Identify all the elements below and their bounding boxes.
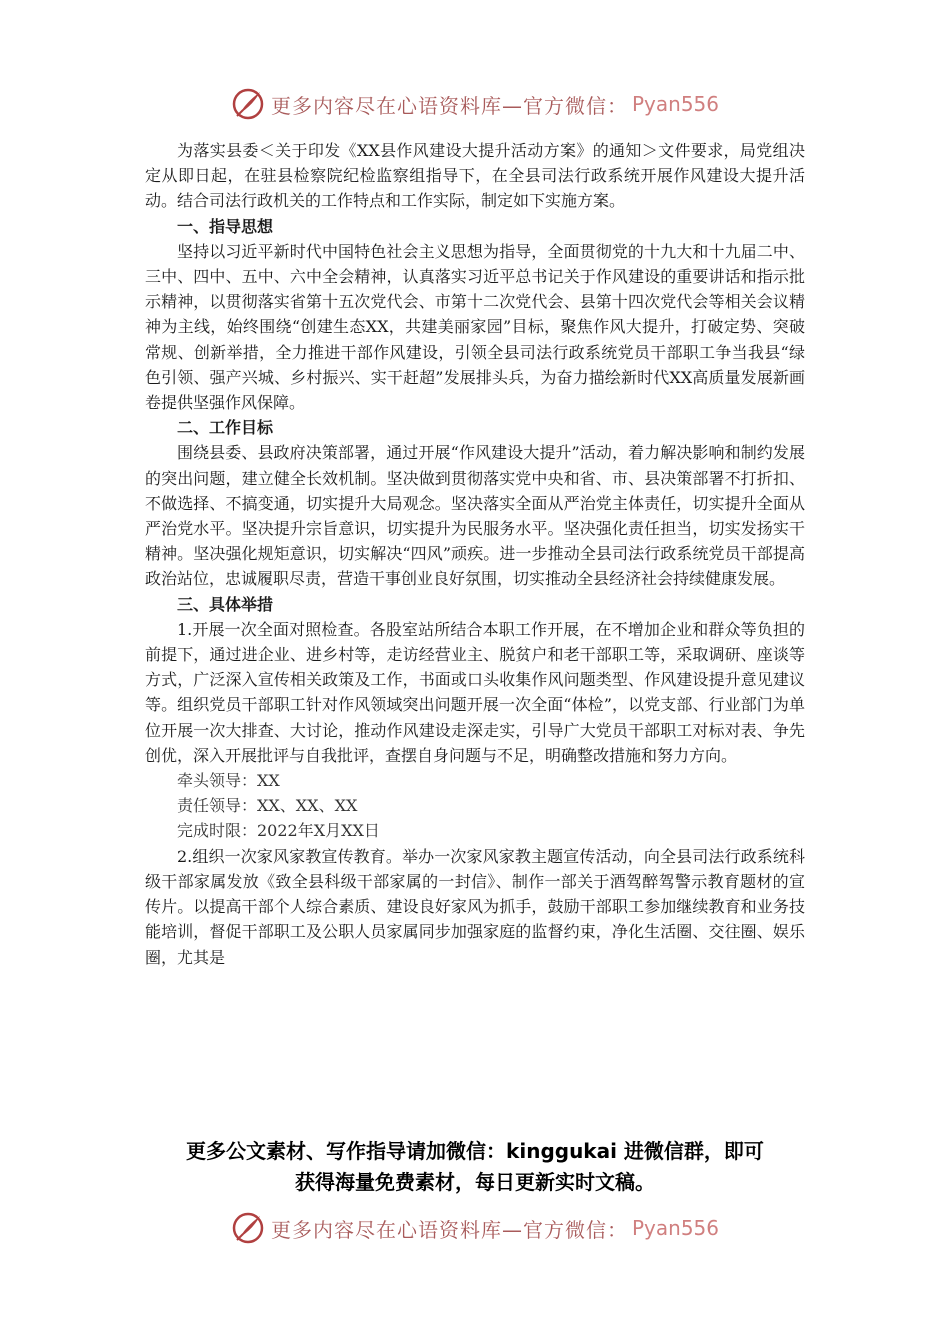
promo-notice — [120, 1136, 830, 1198]
quill-logo-icon — [231, 87, 265, 121]
banner-contact: Pyan556 — [631, 1216, 719, 1240]
banner-text: 更多内容尽在心语资料库—官方微信： — [270, 93, 628, 118]
deadline: 完成时限：2022年X月XX日 — [177, 821, 380, 841]
section-heading-2: 二、工作目标 — [177, 418, 274, 438]
paragraph-guiding-ideology: 坚持以习近平新时代中国特色社会主义思想为指导，全面贯彻党的十九大和十九届二中、三中、四中、五中、六中全会精神，认真落实习近平总书记关于作风建设的重要讲话和指示批示精神，以贯彻落实省第十五次党代会、市第十二次党代会、县第十四次党代会等相关会议精神为主线，始终围绕“创建生态XX，共建美丽家园”目标，聚焦作风大提升，打破定势、突破常规、创新举措，全力推进干部作风建设，引领全县司法行政系统党员干部职工争当我县“绿色引领、强产兴城、乡村振兴、实干赶超”发展排头兵，为奋力描绘新时代XX高质量发展新画卷提供坚强作风保障。 — [145, 241, 805, 413]
document-body — [145, 138, 805, 970]
footer-banner — [0, 1208, 950, 1248]
lead-leader: 牵头领导：XX — [177, 771, 280, 791]
header-banner — [0, 84, 950, 124]
section-heading-3: 三、具体举措 — [177, 594, 274, 614]
intro-paragraph: 为落实县委＜关于印发《XX县作风建设大提升活动方案》的通知＞文件要求，局党组决定从即日起，在驻县检察院纪检监察组指导下，在全县司法行政系统开展作风建设大提升活动。结合司法行政机关的工作特点和工作实际，制定如下实施方案。 — [145, 141, 805, 211]
paragraph-work-goals: 围绕县委、县政府决策部署，通过开展“作风建设大提升”活动，着力解决影响和制约发展的突出问题，建立健全长效机制。坚决做到贯彻落实党中央和省、市、县决策部署不打折扣、不做选择、不搞变通，切实提升大局观念。坚决落实全面从严治党主体责任，切实提升全面从严治党水平。坚决提升宗旨意识，切实提升为民服务水平。坚决强化责任担当，切实发扬实干精神。坚决强化规矩意识，切实解决“四风”顽疾。进一步推动全县司法行政系统党员干部提高政治站位，忠诚履职尽责，营造干事创业良好氛围，切实推动全县经济社会持续健康发展。 — [145, 443, 805, 589]
paragraph-measure-1: 1.开展一次全面对照检查。各股室站所结合本职工作开展，在不增加企业和群众等负担的前提下，通过进企业、进乡村等，走访经营业主、脱贫户和老干部职工等，采取调研、座谈等方式，广泛深入宣传相关政策及工作，书面或口头收集作风问题类型、作风建设提升意见建议等。组织党员干部职工针对作风领域突出问题开展一次全面“体检”，以党支部、行业部门为单位开展一次大排查、大讨论，推动作风建设走深走实，引导广大党员干部职工对标对表、争先创优，深入开展批评与自我批评，查摆自身问题与不足，明确整改措施和努力方向。 — [145, 619, 805, 765]
section-heading-1: 一、指导思想 — [177, 216, 274, 236]
responsible-leaders: 责任领导：XX、XX、XX — [177, 796, 358, 816]
notice-line-2: 获得海量免费素材，每日更新实时文稿。 — [295, 1170, 655, 1194]
quill-logo-icon — [231, 1211, 265, 1245]
banner-contact: Pyan556 — [631, 92, 719, 116]
notice-line-1: 更多公文素材、写作指导请加微信：kinggukai 进微信群，即可 — [186, 1139, 764, 1163]
banner-text: 更多内容尽在心语资料库—官方微信： — [270, 1217, 628, 1242]
paragraph-measure-2: 2.组织一次家风家教宣传教育。举办一次家风家教主题宣传活动，向全县司法行政系统科级干部家属发放《致全县科级干部家属的一封信》、制作一部关于酒驾醉驾警示教育题材的宣传片。以提高干部个人综合素质、建设良好家风为抓手，鼓励干部职工参加继续教育和业务技能培训，督促干部职工及公职人员家属同步加强家庭的监督约束，净化生活圈、交往圈、娱乐圈，尤其是 — [145, 846, 805, 967]
